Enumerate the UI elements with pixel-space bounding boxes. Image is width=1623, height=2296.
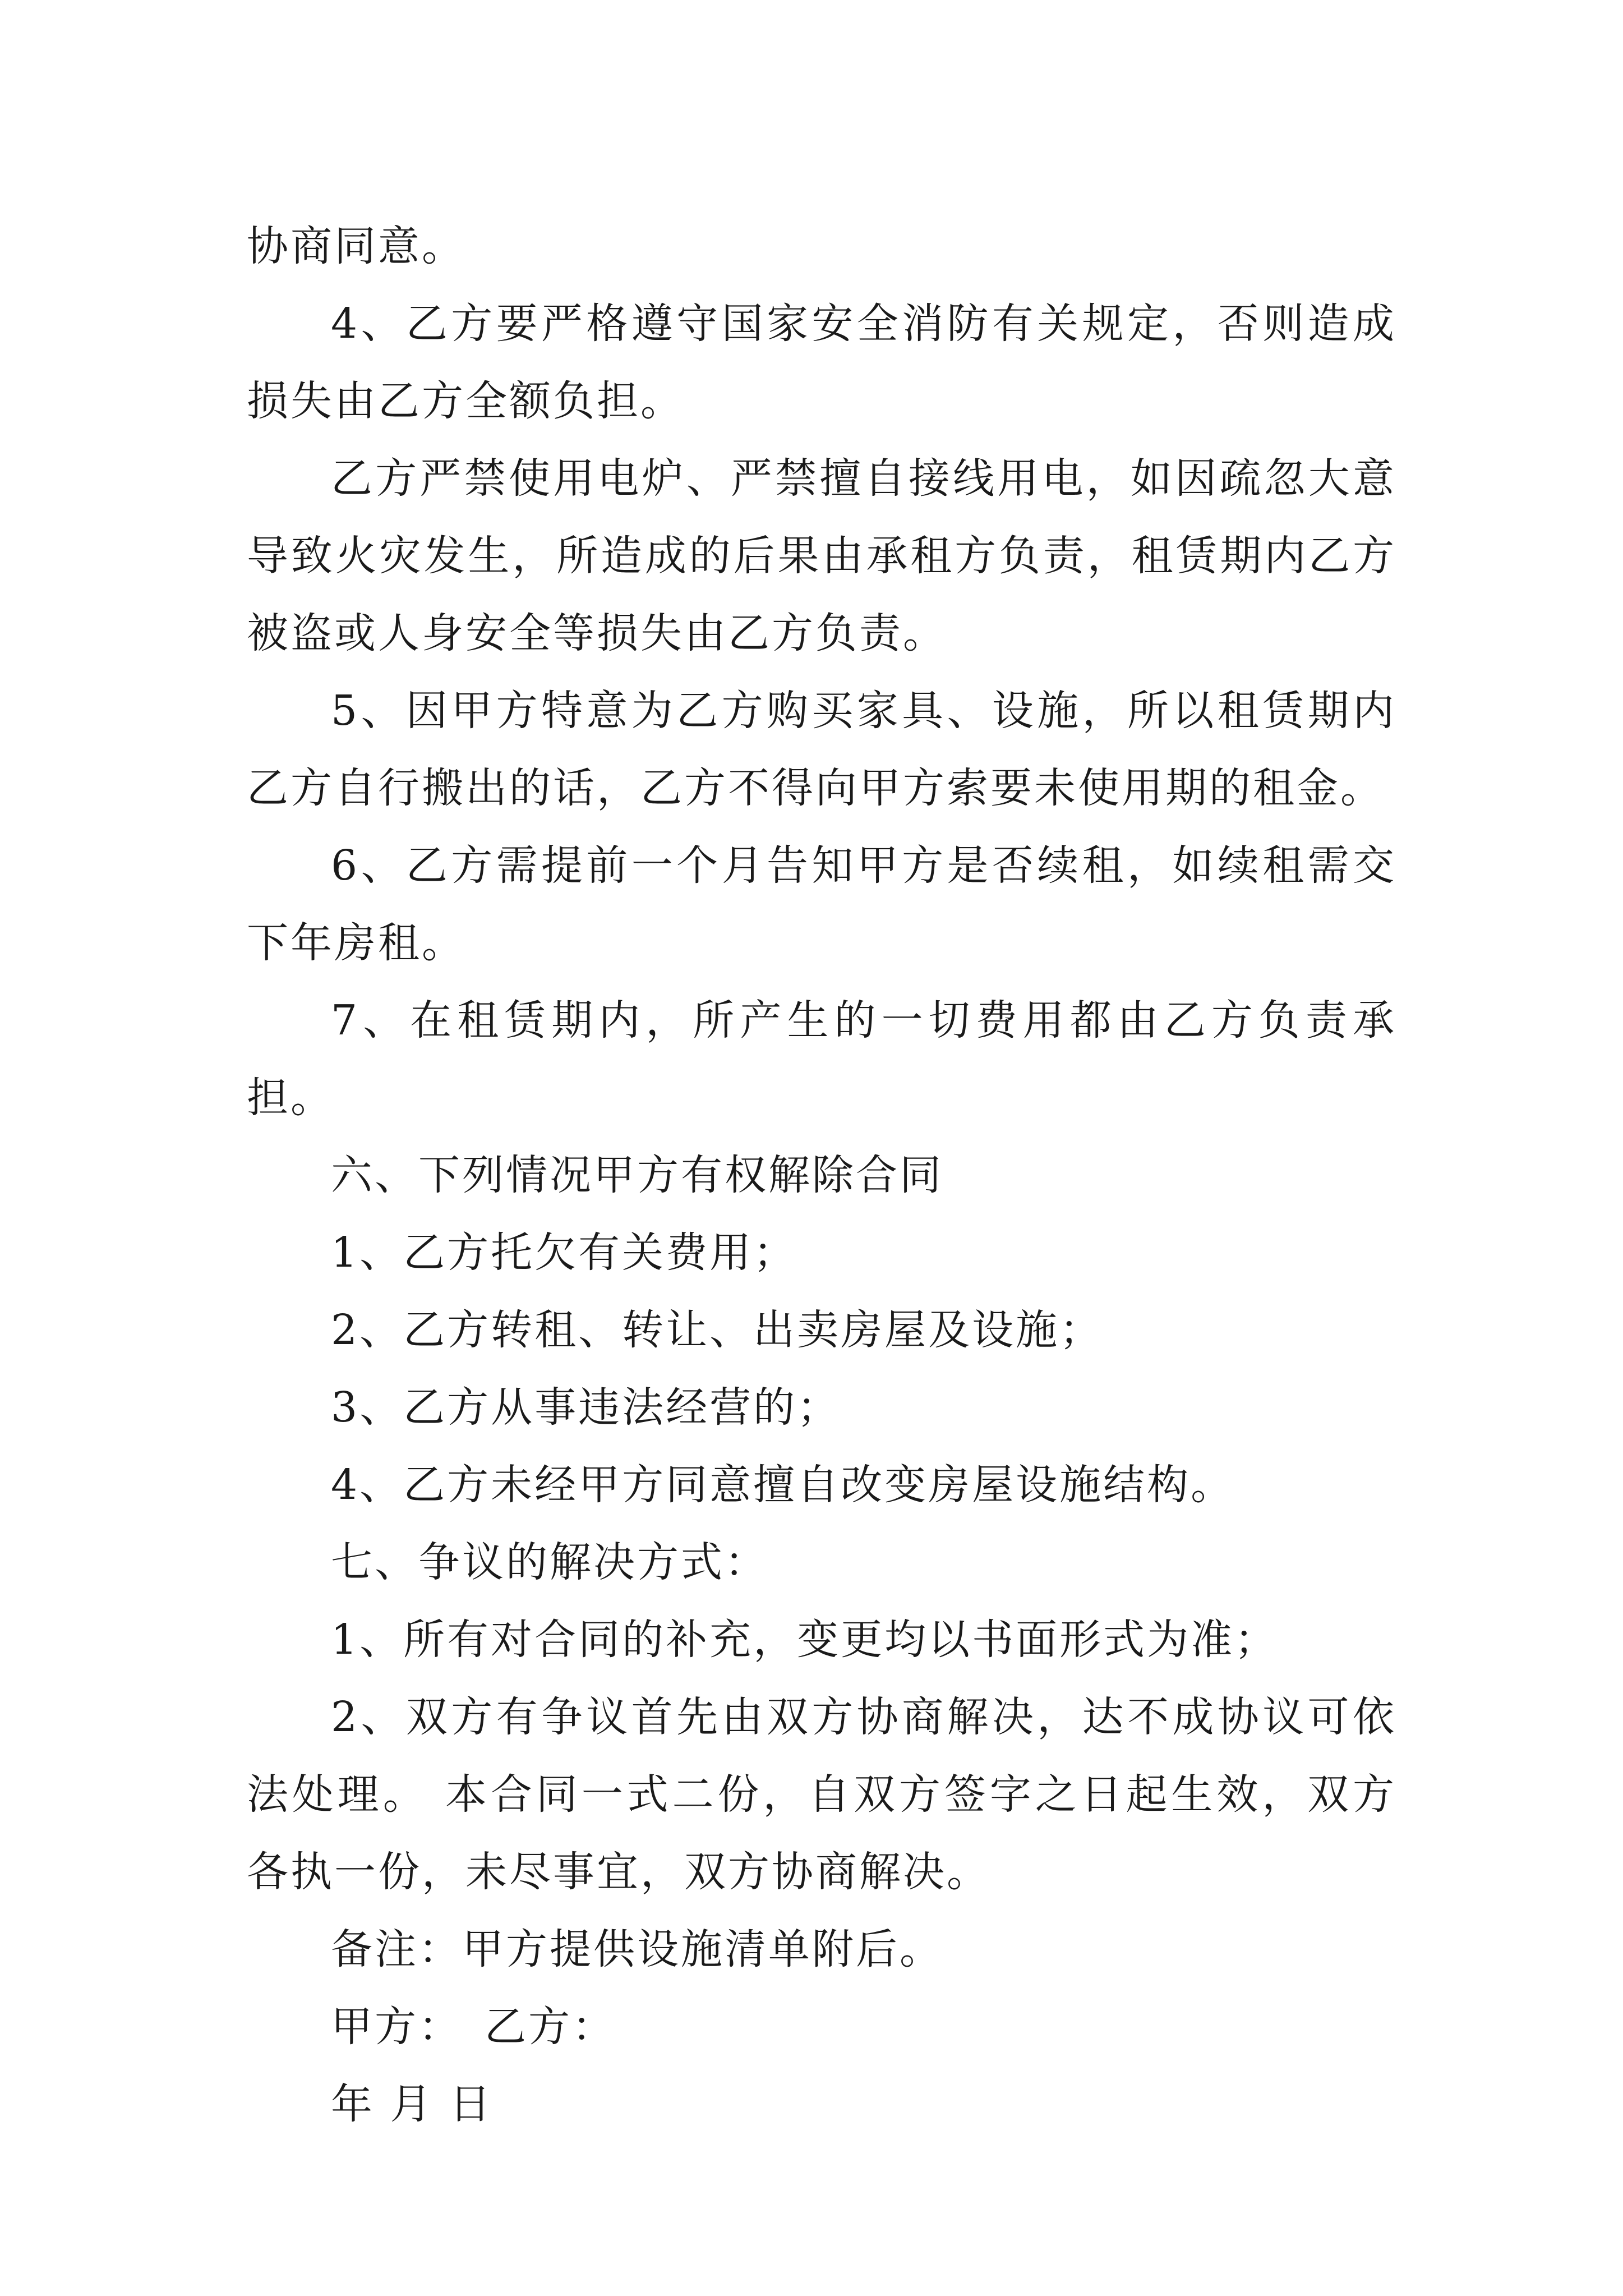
paragraph-electrical-prohibition: 乙方严禁使用电炉、严禁擅自接线用电，如因疏忽大意导致火灾发生，所造成的后果由承租方负责，租赁期内乙方被盗或人身安全等损失由乙方负责。: [247, 454, 1396, 657]
clause-7-costs: 7、在租赁期内，所产生的一切费用都由乙方负责承担。: [247, 996, 1396, 1122]
dispute-item-1: 1、所有对合同的补充，变更均以书面形式为准；: [331, 1616, 1279, 1664]
section-6-heading: 六、下列情况甲方有权解除合同: [331, 1151, 943, 1199]
document-body: [247, 208, 1396, 2143]
section-7-heading: 七、争议的解决方式：: [331, 1538, 768, 1586]
remark-line: 备注：甲方提供设施清单附后。: [331, 1925, 943, 1973]
termination-item-3: 3、乙方从事违法经营的；: [331, 1383, 841, 1432]
termination-item-1: 1、乙方托欠有关费用；: [331, 1228, 797, 1277]
clause-5-furniture: 5、因甲方特意为乙方购买家具、设施，所以租赁期内乙方自行搬出的话，乙方不得向甲方索要未使用期的租金。: [247, 687, 1396, 812]
termination-item-4: 4、乙方未经甲方同意擅自改变房屋设施结构。: [331, 1461, 1235, 1509]
clause-6-renewal: 6、乙方需提前一个月告知甲方是否续租，如续租需交下年房租。: [247, 841, 1396, 967]
party-b-label: 乙方：: [485, 2003, 616, 2051]
party-a-label: 甲方：: [331, 2003, 462, 2051]
dispute-item-2: 2、双方有争议首先由双方协商解决，达不成协议可依法处理。 本合同一式二份，自双方签字之日起生效，双方各执一份，未尽事宜，双方协商解决。: [247, 1693, 1396, 1896]
clause-4-fire-safety: 4、乙方要严格遵守国家安全消防有关规定，否则造成损失由乙方全额负担。: [247, 300, 1396, 425]
termination-item-2: 2、乙方转租、转让、出卖房屋及设施；: [331, 1306, 1104, 1354]
paragraph-continuation: 协商同意。: [247, 222, 465, 270]
date-line: 年 月 日: [331, 2080, 494, 2128]
signature-line: [247, 1988, 1396, 2065]
